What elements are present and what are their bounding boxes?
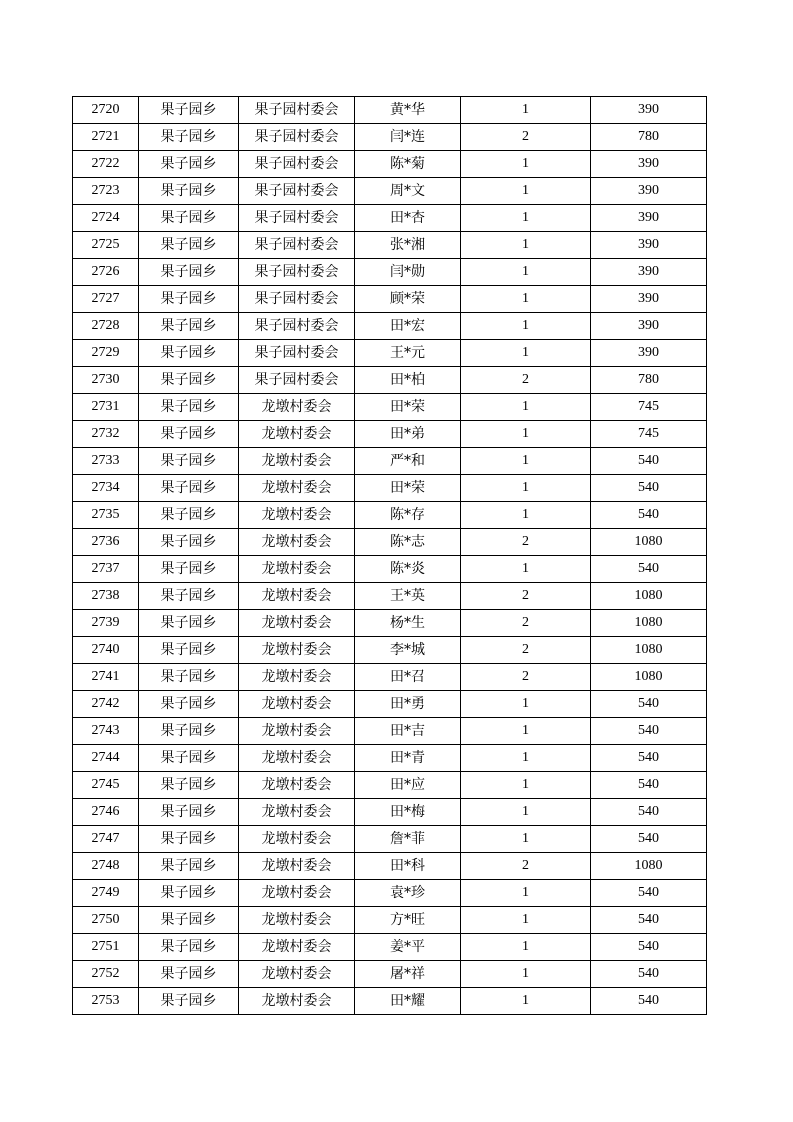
cell-township: 果子园乡 bbox=[139, 151, 239, 178]
cell-id: 2749 bbox=[73, 880, 139, 907]
cell-count: 1 bbox=[461, 178, 591, 205]
cell-count: 1 bbox=[461, 313, 591, 340]
cell-township: 果子园乡 bbox=[139, 286, 239, 313]
cell-amount: 390 bbox=[591, 313, 707, 340]
cell-count: 1 bbox=[461, 880, 591, 907]
cell-count: 1 bbox=[461, 961, 591, 988]
cell-amount: 540 bbox=[591, 448, 707, 475]
cell-amount: 540 bbox=[591, 934, 707, 961]
cell-id: 2748 bbox=[73, 853, 139, 880]
table-row bbox=[73, 448, 707, 475]
cell-village: 果子园村委会 bbox=[239, 259, 355, 286]
cell-township: 果子园乡 bbox=[139, 124, 239, 151]
cell-amount: 390 bbox=[591, 178, 707, 205]
cell-count: 2 bbox=[461, 583, 591, 610]
cell-village: 龙墩村委会 bbox=[239, 907, 355, 934]
cell-township: 果子园乡 bbox=[139, 178, 239, 205]
table-row bbox=[73, 610, 707, 637]
cell-name: 王*英 bbox=[355, 583, 461, 610]
table-row bbox=[73, 799, 707, 826]
table-row bbox=[73, 880, 707, 907]
cell-id: 2741 bbox=[73, 664, 139, 691]
cell-name: 严*和 bbox=[355, 448, 461, 475]
cell-amount: 745 bbox=[591, 394, 707, 421]
cell-township: 果子园乡 bbox=[139, 961, 239, 988]
cell-count: 1 bbox=[461, 232, 591, 259]
cell-township: 果子园乡 bbox=[139, 448, 239, 475]
cell-village: 龙墩村委会 bbox=[239, 610, 355, 637]
cell-village: 龙墩村委会 bbox=[239, 448, 355, 475]
cell-id: 2730 bbox=[73, 367, 139, 394]
cell-id: 2720 bbox=[73, 97, 139, 124]
cell-township: 果子园乡 bbox=[139, 529, 239, 556]
cell-count: 2 bbox=[461, 367, 591, 394]
cell-count: 1 bbox=[461, 826, 591, 853]
cell-count: 1 bbox=[461, 502, 591, 529]
cell-township: 果子园乡 bbox=[139, 205, 239, 232]
cell-amount: 540 bbox=[591, 745, 707, 772]
cell-amount: 390 bbox=[591, 232, 707, 259]
cell-name: 田*耀 bbox=[355, 988, 461, 1015]
table-row bbox=[73, 529, 707, 556]
cell-village: 龙墩村委会 bbox=[239, 475, 355, 502]
cell-village: 龙墩村委会 bbox=[239, 502, 355, 529]
cell-count: 1 bbox=[461, 934, 591, 961]
table-row bbox=[73, 232, 707, 259]
cell-amount: 390 bbox=[591, 340, 707, 367]
cell-township: 果子园乡 bbox=[139, 475, 239, 502]
cell-count: 1 bbox=[461, 286, 591, 313]
cell-name: 田*柏 bbox=[355, 367, 461, 394]
cell-count: 1 bbox=[461, 799, 591, 826]
cell-id: 2738 bbox=[73, 583, 139, 610]
cell-amount: 540 bbox=[591, 961, 707, 988]
cell-id: 2746 bbox=[73, 799, 139, 826]
cell-village: 龙墩村委会 bbox=[239, 961, 355, 988]
cell-amount: 540 bbox=[591, 502, 707, 529]
cell-village: 果子园村委会 bbox=[239, 124, 355, 151]
cell-township: 果子园乡 bbox=[139, 556, 239, 583]
table-row bbox=[73, 313, 707, 340]
cell-amount: 540 bbox=[591, 799, 707, 826]
cell-count: 1 bbox=[461, 394, 591, 421]
cell-village: 龙墩村委会 bbox=[239, 988, 355, 1015]
cell-count: 1 bbox=[461, 97, 591, 124]
table-row bbox=[73, 259, 707, 286]
cell-village: 龙墩村委会 bbox=[239, 826, 355, 853]
cell-name: 田*弟 bbox=[355, 421, 461, 448]
table-row bbox=[73, 772, 707, 799]
cell-count: 2 bbox=[461, 529, 591, 556]
cell-id: 2744 bbox=[73, 745, 139, 772]
cell-id: 2736 bbox=[73, 529, 139, 556]
table-row bbox=[73, 205, 707, 232]
table-row bbox=[73, 907, 707, 934]
cell-name: 陈*存 bbox=[355, 502, 461, 529]
cell-count: 1 bbox=[461, 475, 591, 502]
cell-village: 果子园村委会 bbox=[239, 232, 355, 259]
cell-name: 田*召 bbox=[355, 664, 461, 691]
cell-count: 2 bbox=[461, 853, 591, 880]
cell-village: 龙墩村委会 bbox=[239, 394, 355, 421]
table-row bbox=[73, 151, 707, 178]
cell-township: 果子园乡 bbox=[139, 340, 239, 367]
cell-amount: 1080 bbox=[591, 853, 707, 880]
cell-name: 田*宏 bbox=[355, 313, 461, 340]
table-row bbox=[73, 961, 707, 988]
table-row bbox=[73, 367, 707, 394]
cell-name: 方*旺 bbox=[355, 907, 461, 934]
cell-id: 2731 bbox=[73, 394, 139, 421]
cell-count: 2 bbox=[461, 610, 591, 637]
cell-amount: 540 bbox=[591, 475, 707, 502]
table-row bbox=[73, 178, 707, 205]
cell-name: 田*勇 bbox=[355, 691, 461, 718]
cell-amount: 1080 bbox=[591, 610, 707, 637]
cell-id: 2725 bbox=[73, 232, 139, 259]
cell-name: 李*城 bbox=[355, 637, 461, 664]
cell-township: 果子园乡 bbox=[139, 853, 239, 880]
cell-village: 龙墩村委会 bbox=[239, 691, 355, 718]
cell-id: 2726 bbox=[73, 259, 139, 286]
table-row bbox=[73, 394, 707, 421]
cell-village: 龙墩村委会 bbox=[239, 772, 355, 799]
cell-village: 果子园村委会 bbox=[239, 151, 355, 178]
cell-name: 周*文 bbox=[355, 178, 461, 205]
cell-id: 2745 bbox=[73, 772, 139, 799]
cell-township: 果子园乡 bbox=[139, 691, 239, 718]
cell-id: 2739 bbox=[73, 610, 139, 637]
cell-township: 果子园乡 bbox=[139, 880, 239, 907]
cell-id: 2742 bbox=[73, 691, 139, 718]
cell-township: 果子园乡 bbox=[139, 232, 239, 259]
table-row bbox=[73, 97, 707, 124]
cell-village: 果子园村委会 bbox=[239, 97, 355, 124]
cell-township: 果子园乡 bbox=[139, 772, 239, 799]
cell-id: 2750 bbox=[73, 907, 139, 934]
cell-id: 2723 bbox=[73, 178, 139, 205]
cell-village: 龙墩村委会 bbox=[239, 556, 355, 583]
cell-name: 田*梅 bbox=[355, 799, 461, 826]
cell-id: 2729 bbox=[73, 340, 139, 367]
cell-amount: 745 bbox=[591, 421, 707, 448]
cell-count: 2 bbox=[461, 124, 591, 151]
cell-village: 果子园村委会 bbox=[239, 313, 355, 340]
cell-village: 龙墩村委会 bbox=[239, 934, 355, 961]
cell-village: 龙墩村委会 bbox=[239, 718, 355, 745]
cell-village: 龙墩村委会 bbox=[239, 529, 355, 556]
cell-name: 田*科 bbox=[355, 853, 461, 880]
cell-count: 1 bbox=[461, 745, 591, 772]
table-row bbox=[73, 556, 707, 583]
cell-name: 陈*菊 bbox=[355, 151, 461, 178]
cell-count: 1 bbox=[461, 421, 591, 448]
cell-village: 龙墩村委会 bbox=[239, 637, 355, 664]
table-row bbox=[73, 286, 707, 313]
cell-name: 陈*志 bbox=[355, 529, 461, 556]
cell-township: 果子园乡 bbox=[139, 610, 239, 637]
table-row bbox=[73, 853, 707, 880]
cell-village: 果子园村委会 bbox=[239, 178, 355, 205]
cell-amount: 540 bbox=[591, 988, 707, 1015]
data-table bbox=[72, 96, 707, 1015]
cell-name: 杨*生 bbox=[355, 610, 461, 637]
cell-id: 2735 bbox=[73, 502, 139, 529]
cell-count: 1 bbox=[461, 907, 591, 934]
cell-id: 2724 bbox=[73, 205, 139, 232]
cell-amount: 540 bbox=[591, 718, 707, 745]
cell-amount: 390 bbox=[591, 259, 707, 286]
table-row bbox=[73, 421, 707, 448]
cell-count: 1 bbox=[461, 988, 591, 1015]
cell-id: 2752 bbox=[73, 961, 139, 988]
cell-township: 果子园乡 bbox=[139, 664, 239, 691]
cell-village: 龙墩村委会 bbox=[239, 745, 355, 772]
cell-name: 田*荣 bbox=[355, 394, 461, 421]
cell-village: 果子园村委会 bbox=[239, 340, 355, 367]
cell-count: 1 bbox=[461, 340, 591, 367]
cell-count: 2 bbox=[461, 637, 591, 664]
cell-name: 屠*祥 bbox=[355, 961, 461, 988]
cell-township: 果子园乡 bbox=[139, 799, 239, 826]
cell-township: 果子园乡 bbox=[139, 637, 239, 664]
cell-count: 2 bbox=[461, 664, 591, 691]
table-row bbox=[73, 583, 707, 610]
cell-name: 田*吉 bbox=[355, 718, 461, 745]
cell-name: 黄*华 bbox=[355, 97, 461, 124]
cell-village: 龙墩村委会 bbox=[239, 583, 355, 610]
cell-count: 1 bbox=[461, 691, 591, 718]
table-row bbox=[73, 718, 707, 745]
cell-name: 王*元 bbox=[355, 340, 461, 367]
cell-village: 龙墩村委会 bbox=[239, 853, 355, 880]
cell-id: 2722 bbox=[73, 151, 139, 178]
cell-amount: 390 bbox=[591, 151, 707, 178]
cell-id: 2751 bbox=[73, 934, 139, 961]
cell-township: 果子园乡 bbox=[139, 934, 239, 961]
cell-count: 1 bbox=[461, 151, 591, 178]
cell-village: 龙墩村委会 bbox=[239, 799, 355, 826]
cell-name: 田*荣 bbox=[355, 475, 461, 502]
cell-count: 1 bbox=[461, 556, 591, 583]
cell-amount: 1080 bbox=[591, 583, 707, 610]
cell-id: 2743 bbox=[73, 718, 139, 745]
cell-name: 姜*平 bbox=[355, 934, 461, 961]
cell-township: 果子园乡 bbox=[139, 745, 239, 772]
cell-township: 果子园乡 bbox=[139, 826, 239, 853]
cell-amount: 540 bbox=[591, 556, 707, 583]
cell-name: 闫*勋 bbox=[355, 259, 461, 286]
cell-village: 龙墩村委会 bbox=[239, 421, 355, 448]
cell-township: 果子园乡 bbox=[139, 988, 239, 1015]
cell-amount: 540 bbox=[591, 907, 707, 934]
cell-amount: 1080 bbox=[591, 664, 707, 691]
cell-name: 田*应 bbox=[355, 772, 461, 799]
cell-amount: 540 bbox=[591, 826, 707, 853]
cell-amount: 540 bbox=[591, 772, 707, 799]
cell-name: 田*青 bbox=[355, 745, 461, 772]
cell-id: 2733 bbox=[73, 448, 139, 475]
cell-id: 2734 bbox=[73, 475, 139, 502]
cell-count: 1 bbox=[461, 718, 591, 745]
table-body bbox=[73, 97, 707, 1015]
cell-amount: 1080 bbox=[591, 637, 707, 664]
cell-id: 2721 bbox=[73, 124, 139, 151]
table-row bbox=[73, 124, 707, 151]
cell-id: 2740 bbox=[73, 637, 139, 664]
cell-township: 果子园乡 bbox=[139, 718, 239, 745]
cell-township: 果子园乡 bbox=[139, 259, 239, 286]
cell-village: 果子园村委会 bbox=[239, 367, 355, 394]
cell-township: 果子园乡 bbox=[139, 394, 239, 421]
cell-name: 顾*荣 bbox=[355, 286, 461, 313]
cell-township: 果子园乡 bbox=[139, 367, 239, 394]
cell-village: 果子园村委会 bbox=[239, 205, 355, 232]
cell-id: 2728 bbox=[73, 313, 139, 340]
cell-village: 果子园村委会 bbox=[239, 286, 355, 313]
table-row bbox=[73, 826, 707, 853]
table-row bbox=[73, 934, 707, 961]
cell-village: 龙墩村委会 bbox=[239, 880, 355, 907]
cell-township: 果子园乡 bbox=[139, 907, 239, 934]
cell-id: 2747 bbox=[73, 826, 139, 853]
table-row bbox=[73, 637, 707, 664]
cell-name: 张*湘 bbox=[355, 232, 461, 259]
cell-amount: 1080 bbox=[591, 529, 707, 556]
cell-name: 陈*炎 bbox=[355, 556, 461, 583]
table-row bbox=[73, 340, 707, 367]
cell-id: 2732 bbox=[73, 421, 139, 448]
cell-name: 闫*连 bbox=[355, 124, 461, 151]
cell-amount: 780 bbox=[591, 367, 707, 394]
cell-amount: 540 bbox=[591, 880, 707, 907]
table-row bbox=[73, 664, 707, 691]
cell-amount: 780 bbox=[591, 124, 707, 151]
cell-name: 詹*菲 bbox=[355, 826, 461, 853]
cell-name: 袁*珍 bbox=[355, 880, 461, 907]
table-row bbox=[73, 502, 707, 529]
cell-count: 1 bbox=[461, 448, 591, 475]
table-row bbox=[73, 475, 707, 502]
table-row bbox=[73, 988, 707, 1015]
table-row bbox=[73, 691, 707, 718]
cell-amount: 540 bbox=[591, 691, 707, 718]
cell-village: 龙墩村委会 bbox=[239, 664, 355, 691]
cell-township: 果子园乡 bbox=[139, 421, 239, 448]
cell-township: 果子园乡 bbox=[139, 313, 239, 340]
cell-township: 果子园乡 bbox=[139, 502, 239, 529]
cell-amount: 390 bbox=[591, 97, 707, 124]
cell-amount: 390 bbox=[591, 205, 707, 232]
cell-township: 果子园乡 bbox=[139, 583, 239, 610]
table-row bbox=[73, 745, 707, 772]
cell-count: 1 bbox=[461, 772, 591, 799]
cell-amount: 390 bbox=[591, 286, 707, 313]
cell-count: 1 bbox=[461, 205, 591, 232]
cell-id: 2727 bbox=[73, 286, 139, 313]
cell-count: 1 bbox=[461, 259, 591, 286]
cell-id: 2737 bbox=[73, 556, 139, 583]
cell-name: 田*杏 bbox=[355, 205, 461, 232]
cell-id: 2753 bbox=[73, 988, 139, 1015]
cell-township: 果子园乡 bbox=[139, 97, 239, 124]
